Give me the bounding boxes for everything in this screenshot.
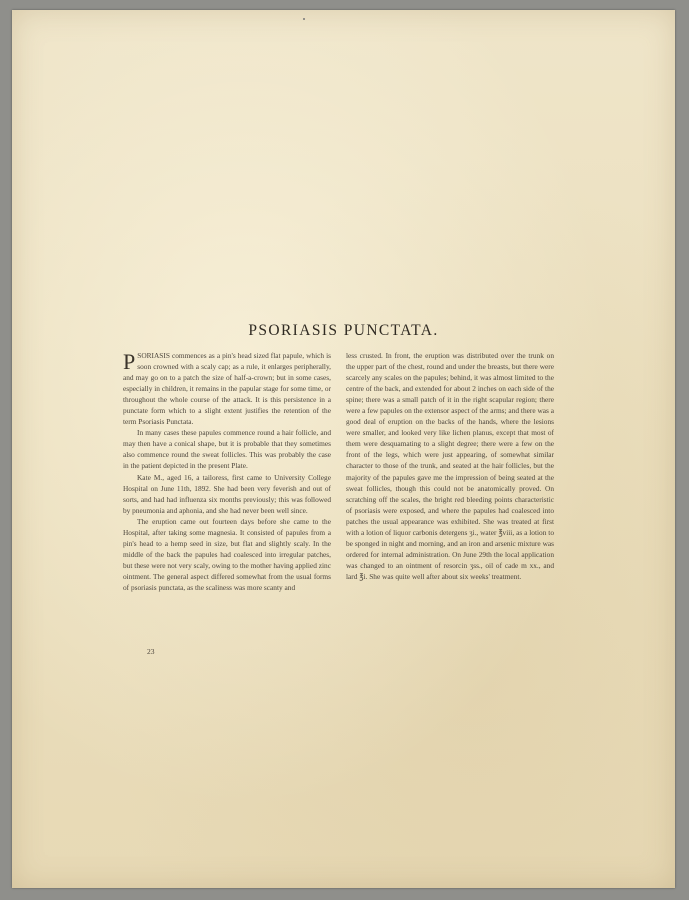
drop-cap: P [123,349,136,374]
paragraph-1 [123,350,331,427]
page-title: PSORIASIS PUNCTATA. [248,322,439,339]
paragraph-4: The eruption came out fourteen days before she came to the Hospital, after taking some magnesia. It consisted of papules from a pin's head to a hemp seed in size, but flat and slightly scaly. In the middle of the back the papules had coalesced into irregular patches, but these were not very scaly, owing to the mother having applied zinc ointment. The general aspect differed somewhat from the usual forms of psoriasis punctata, as the scaliness was more scanty and [123,516,331,592]
paragraph-3: Kate M., aged 16, a tailoress, first came to University College Hospital on June 11th, 1892. She had been very feverish and out of sorts, and had had influenza six months previously; this was followed by pneumonia and aphonia, and she had never been well since. [123,472,331,515]
paragraph-5: less crusted. In front, the eruption was distributed over the trunk on the upper part of the chest, round and under the breasts, but there were scarcely any scales on the papules; behind, it was almost limited to the centre of the back, and extended for about 2 inches on each side of the spine; there was a small patch of it in the right scapular region; there were a few papules on the extensor aspect of the arms; and there was a good deal of eruption on the backs of the hands, where the lesions were smaller, and looked very like lichen planus, except that most of them were desquamating to a slight degree; there were a few on the front of the legs, which were just appearing, of somewhat similar character to those of the trunk, and seated at the hair follicles, but the majority of the papules gave me the impression of being seated at the sweat follicles, though this could not be anatomically proved. On scratching off the scales, the bright red bleeding points characteristic of psoriasis were exposed, and where the papules had coalesced into patches the usual appearance was exhibited. She was treated at first with a lotion of liquor carbonis detergens ʒi., water ℥viii, as a lotion to be sponged in night and morning, and an iron and arsenic mixture was ordered for internal administration. On June 29th the local application was changed to an ointment of resorcin ʒss., oil of cade m xx., and lard ℥i. She was quite well after about six weeks' treatment. [346,351,554,581]
right-column [346,350,554,582]
paragraph-2: In many cases these papules commence round a hair follicle, and may then have a conical shape, but it is probable that they sometimes also commence round the sweat follicles. This was probably the case in the patient depicted in the present Plate. [123,428,331,471]
page-number: 23 [147,647,155,656]
left-column [123,350,331,593]
page-mark [303,18,305,20]
paragraph-1-text: SORIASIS commences as a pin's head sized flat papule, which is soon crowned with a scaly cap; as a rule, it enlarges peripherally, and may go on to a patch the size of half-a-crown; but in some cases, especially in children, it remains in the papular stage for some time, or throughout the whole course of the attack. It is this persistence in a punctate form which to a slight extent justifies the retention of the term Psoriasis Punctata. [123,351,331,427]
document-page [12,10,675,888]
